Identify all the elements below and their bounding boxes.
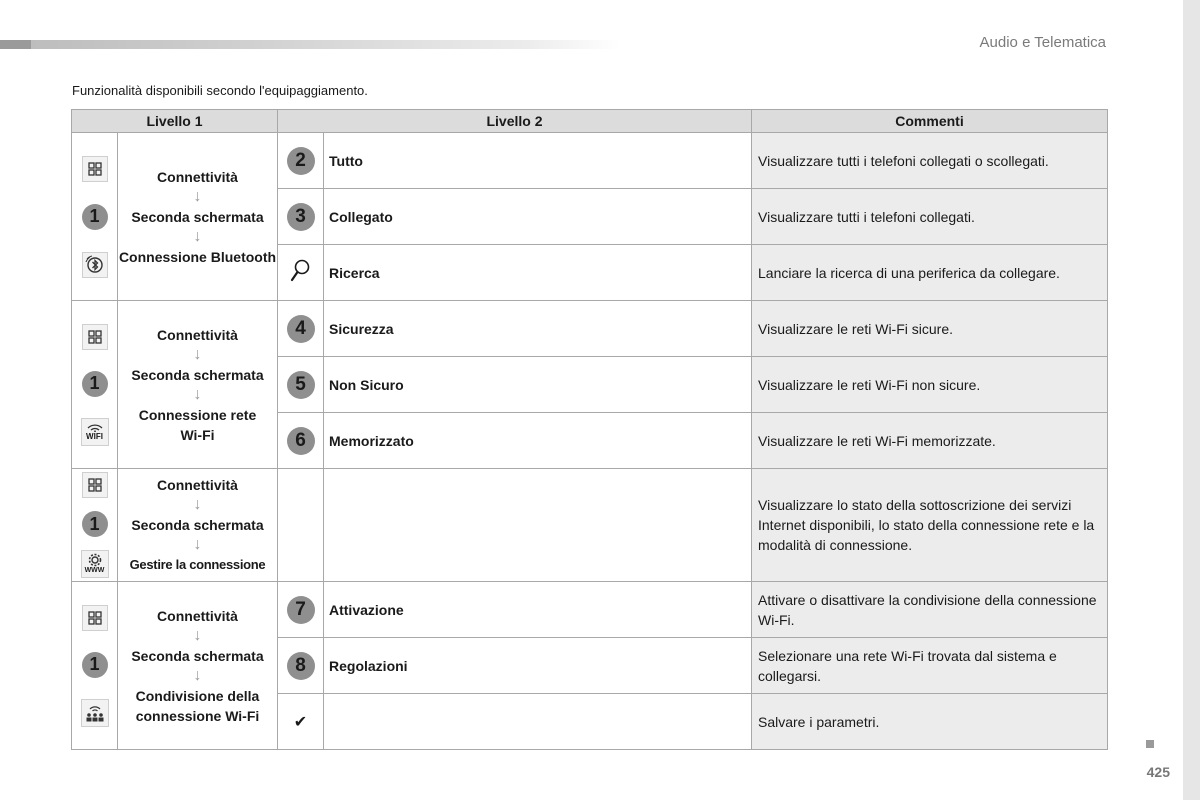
intro-text: Funzionalità disponibili secondo l'equipaggiamento.	[72, 83, 368, 98]
arrow-down-icon: ↓	[193, 187, 202, 205]
level1-seconda-schermata: Seconda schermata	[131, 647, 264, 664]
step-badge: 4	[287, 315, 315, 343]
level1-path-wifi	[118, 301, 278, 469]
step-badge: 6	[287, 427, 315, 455]
level2-label: Ricerca	[324, 245, 752, 301]
step-badge: 5	[287, 371, 315, 399]
arrow-down-icon: ↓	[193, 666, 202, 684]
grid-icon	[82, 156, 108, 182]
arrow-down-icon: ↓	[193, 227, 202, 245]
comment-cell: Visualizzare le reti Wi-Fi sicure.	[752, 301, 1108, 357]
level1-menu-item: Condivisione della connessione Wi-Fi	[135, 687, 260, 724]
level1-menu-item: Gestire la connessione	[129, 557, 266, 572]
comment-cell: Visualizzare le reti Wi-Fi memorizzate.	[752, 413, 1108, 469]
features-table	[71, 109, 1108, 750]
page-edge-strip	[1183, 0, 1200, 800]
marker-cell	[278, 189, 324, 245]
wifi-label: WIFI	[86, 432, 103, 441]
level2-label	[324, 694, 752, 750]
table-row	[72, 133, 1108, 189]
marker-cell	[278, 245, 324, 301]
comment-cell: Lanciare la ricerca di una periferica da collegare.	[752, 245, 1108, 301]
header-commenti: Commenti	[752, 110, 1108, 133]
header-decor-bar	[0, 40, 620, 49]
level1-path-bluetooth	[118, 133, 278, 301]
level2-label: Collegato	[324, 189, 752, 245]
wifi-icon	[81, 418, 109, 446]
arrow-down-icon: ↓	[193, 536, 202, 553]
level1-menu-item: Connessione Bluetooth	[118, 248, 277, 265]
marker-cell	[278, 413, 324, 469]
marker-cell	[278, 133, 324, 189]
www-gear-icon	[81, 550, 109, 578]
page-number: 425	[1146, 764, 1170, 780]
grid-icon	[82, 605, 108, 631]
level1-connettivita: Connettività	[157, 326, 238, 343]
table-row	[72, 301, 1108, 357]
step-1-badge: 1	[82, 652, 108, 678]
grid-icon	[82, 472, 108, 498]
table-header-row	[72, 110, 1108, 133]
level1-seconda-schermata: Seconda schermata	[131, 208, 264, 225]
marker-cell	[278, 357, 324, 413]
comment-cell: Salvare i parametri.	[752, 694, 1108, 750]
comment-cell: Attivare o disattivare la condivisione della connessione Wi-Fi.	[752, 582, 1108, 638]
arrow-down-icon: ↓	[193, 385, 202, 403]
step-badge: 3	[287, 203, 315, 231]
marker-cell	[278, 694, 324, 750]
step-1-badge: 1	[82, 204, 108, 230]
comment-cell: Visualizzare tutti i telefoni collegati.	[752, 189, 1108, 245]
marker-cell	[278, 301, 324, 357]
level1-connettivita: Connettività	[157, 607, 238, 624]
arrow-down-icon: ↓	[193, 496, 202, 513]
step-badge: 2	[287, 147, 315, 175]
step-badge: 8	[287, 652, 315, 680]
checkmark-icon: ✔	[293, 713, 308, 731]
www-label: WWW	[84, 567, 105, 574]
group-icons-wifi	[72, 301, 118, 469]
level1-menu-item: Connessione rete Wi-Fi	[138, 406, 257, 443]
level2-label: Attivazione	[324, 582, 752, 638]
level1-path-hotspot	[118, 582, 278, 750]
group-icons-bluetooth	[72, 133, 118, 301]
header-livello2: Livello 2	[278, 110, 752, 133]
level2-label: Memorizzato	[324, 413, 752, 469]
section-title: Audio e Telematica	[979, 34, 1106, 51]
marker-cell	[278, 469, 324, 582]
level2-label: Regolazioni	[324, 638, 752, 694]
grid-icon	[82, 324, 108, 350]
step-badge: 7	[287, 596, 315, 624]
table-row	[72, 469, 1108, 582]
step-1-badge: 1	[82, 371, 108, 397]
arrow-down-icon: ↓	[193, 626, 202, 644]
marker-cell	[278, 638, 324, 694]
comment-cell: Visualizzare lo stato della sottoscrizione dei servizi Internet disponibili, lo stato della connessione rete e la modalità di connessione.	[752, 469, 1108, 582]
level1-path-connection	[118, 469, 278, 582]
level1-connettivita: Connettività	[157, 477, 238, 493]
step-1-badge: 1	[82, 511, 108, 537]
level2-label: Non Sicuro	[324, 357, 752, 413]
comment-cell: Visualizzare le reti Wi-Fi non sicure.	[752, 357, 1108, 413]
page-marker	[1146, 740, 1154, 748]
arrow-down-icon: ↓	[193, 345, 202, 363]
hotspot-share-icon	[81, 699, 109, 727]
level1-seconda-schermata: Seconda schermata	[131, 517, 264, 533]
level1-seconda-schermata: Seconda schermata	[131, 366, 264, 383]
bluetooth-icon	[82, 252, 108, 278]
level2-label: Sicurezza	[324, 301, 752, 357]
table-row	[72, 582, 1108, 638]
marker-cell	[278, 582, 324, 638]
comment-cell: Selezionare una rete Wi-Fi trovata dal sistema e collegarsi.	[752, 638, 1108, 694]
comment-cell: Visualizzare tutti i telefoni collegati o scollegati.	[752, 133, 1108, 189]
level2-label: Tutto	[324, 133, 752, 189]
level2-label	[324, 469, 752, 582]
level1-connettivita: Connettività	[157, 168, 238, 185]
group-icons-hotspot	[72, 582, 118, 750]
group-icons-connection	[72, 469, 118, 582]
magnifier-icon	[289, 258, 313, 284]
header-livello1: Livello 1	[72, 110, 278, 133]
